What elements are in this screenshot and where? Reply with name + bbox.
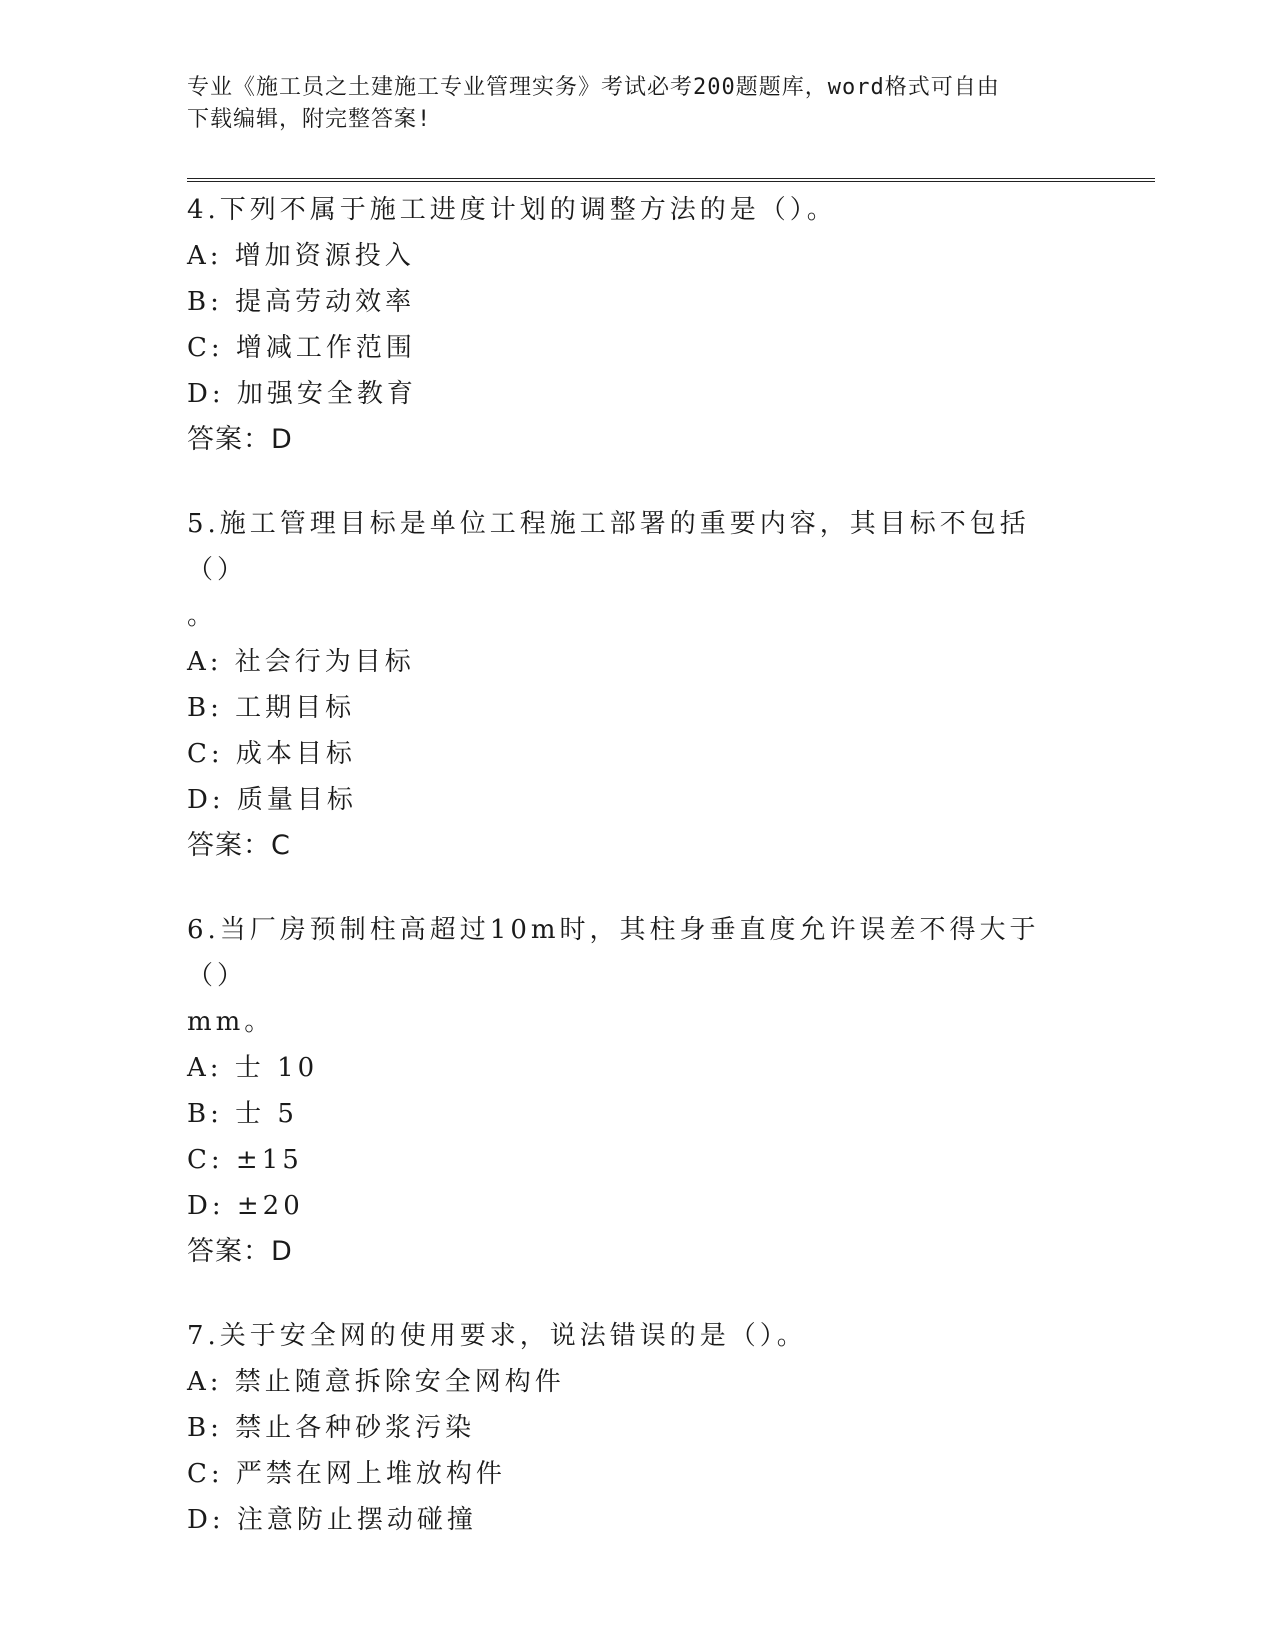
question-stem: 4.下列不属于施工进度计划的调整方法的是（）。: [187, 195, 837, 225]
option-d: D: ±20: [187, 1191, 304, 1221]
option-a: A: 禁止随意拆除安全网构件: [187, 1367, 565, 1397]
question-6: [187, 907, 1067, 1275]
option-b: B: 禁止各种砂浆污染: [187, 1413, 476, 1443]
header-title-line-2: 下载编辑，附完整答案!: [187, 107, 432, 132]
option-c: C: ±15: [187, 1145, 303, 1175]
option-d: D: 注意防止摆动碰撞: [187, 1505, 477, 1535]
question-7: [187, 1313, 1067, 1543]
option-d: D: 加强安全教育: [187, 379, 417, 409]
question-stem: 7.关于安全网的使用要求，说法错误的是（）。: [187, 1321, 807, 1351]
option-a: A: 增加资源投入: [187, 241, 415, 271]
question-5: [187, 501, 1067, 869]
option-b: B: 工期目标: [187, 693, 356, 723]
option-c: C: 严禁在网上堆放构件: [187, 1459, 506, 1489]
header-divider: [187, 178, 1155, 182]
question-stem-continuation: 。: [187, 601, 218, 631]
document-header: [187, 72, 1087, 136]
option-b: B: 提高劳动效率: [187, 287, 416, 317]
question-list: [187, 187, 1067, 1581]
question-stem-continuation: mm。: [187, 1007, 275, 1037]
answer: 答案：D: [187, 424, 293, 455]
option-d: D: 质量目标: [187, 785, 357, 815]
option-b: B: 士 5: [187, 1099, 298, 1129]
option-a: A: 士 10: [187, 1053, 319, 1083]
answer: 答案：D: [187, 1236, 293, 1267]
option-c: C: 增减工作范围: [187, 333, 416, 363]
header-title-line-1: 专业《施工员之土建施工专业管理实务》考试必考200题题库，word格式可自由: [187, 75, 1000, 100]
question-stem: 5.施工管理目标是单位工程施工部署的重要内容，其目标不包括（）: [187, 509, 1030, 585]
answer: 答案：C: [187, 830, 291, 861]
question-4: [187, 187, 1067, 463]
option-c: C: 成本目标: [187, 739, 356, 769]
question-stem: 6.当厂房预制柱高超过10m时，其柱身垂直度允许误差不得大于（）: [187, 915, 1040, 991]
option-a: A: 社会行为目标: [187, 647, 415, 677]
